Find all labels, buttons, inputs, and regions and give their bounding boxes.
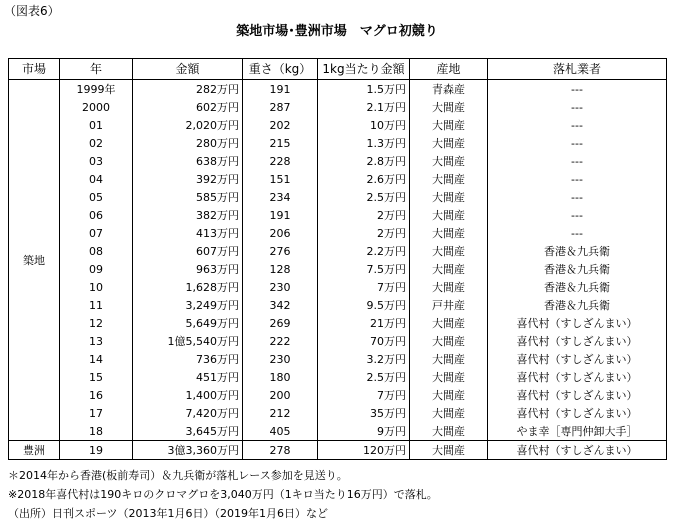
bidder-cell: 香港＆九兵衛 (488, 260, 667, 278)
column-header-year: 年 (60, 59, 133, 80)
origin-cell: 大間産 (410, 314, 488, 332)
origin-cell: 大間産 (410, 98, 488, 116)
amount-cell: 282万円 (133, 80, 243, 99)
amount-cell: 1,400万円 (133, 386, 243, 404)
amount-cell: 1,628万円 (133, 278, 243, 296)
weight-cell: 222 (243, 332, 318, 350)
column-header-per-kg: 1kg当たり金額 (318, 59, 410, 80)
amount-cell: 1億5,540万円 (133, 332, 243, 350)
weight-cell: 230 (243, 278, 318, 296)
origin-cell: 大間産 (410, 350, 488, 368)
weight-cell: 287 (243, 98, 318, 116)
per-kg-cell: 3.2万円 (318, 350, 410, 368)
per-kg-cell: 9万円 (318, 422, 410, 441)
table-row (9, 386, 667, 404)
amount-cell: 3,645万円 (133, 422, 243, 441)
year-cell: 2000 (60, 98, 133, 116)
weight-cell: 215 (243, 134, 318, 152)
amount-cell: 392万円 (133, 170, 243, 188)
page-title: 築地市場･豊洲市場 マグロ初競り (236, 24, 438, 39)
notes (8, 466, 438, 523)
origin-cell: 戸井産 (410, 296, 488, 314)
per-kg-cell: 9.5万円 (318, 296, 410, 314)
table-row (9, 224, 667, 242)
table-row (9, 80, 667, 99)
weight-cell: 342 (243, 296, 318, 314)
weight-cell: 128 (243, 260, 318, 278)
amount-cell: 3,249万円 (133, 296, 243, 314)
bidder-cell: 喜代村（すしざんまい） (488, 314, 667, 332)
year-cell: 03 (60, 152, 133, 170)
weight-cell: 206 (243, 224, 318, 242)
year-cell: 09 (60, 260, 133, 278)
table-row (9, 441, 667, 460)
bidder-cell: --- (488, 80, 667, 99)
bidder-cell: 喜代村（すしざんまい） (488, 404, 667, 422)
table-row (9, 296, 667, 314)
weight-cell: 269 (243, 314, 318, 332)
year-cell: 14 (60, 350, 133, 368)
per-kg-cell: 70万円 (318, 332, 410, 350)
per-kg-cell: 2.5万円 (318, 368, 410, 386)
year-cell: 04 (60, 170, 133, 188)
bidder-cell: --- (488, 170, 667, 188)
weight-cell: 228 (243, 152, 318, 170)
weight-cell: 151 (243, 170, 318, 188)
bidder-cell: --- (488, 116, 667, 134)
column-header-origin: 産地 (410, 59, 488, 80)
per-kg-cell: 2.1万円 (318, 98, 410, 116)
per-kg-cell: 2.6万円 (318, 170, 410, 188)
weight-cell: 405 (243, 422, 318, 441)
amount-cell: 638万円 (133, 152, 243, 170)
tuna-auction-table (8, 58, 667, 460)
per-kg-cell: 7.5万円 (318, 260, 410, 278)
column-header-market: 市場 (9, 59, 60, 80)
year-cell: 17 (60, 404, 133, 422)
per-kg-cell: 21万円 (318, 314, 410, 332)
table-row (9, 404, 667, 422)
bidder-cell: 喜代村（すしざんまい） (488, 441, 667, 460)
per-kg-cell: 2.5万円 (318, 188, 410, 206)
amount-cell: 602万円 (133, 98, 243, 116)
bidder-cell: --- (488, 152, 667, 170)
bidder-cell: --- (488, 134, 667, 152)
year-cell: 06 (60, 206, 133, 224)
figure-label: （図表6） (4, 4, 60, 18)
per-kg-cell: 2.8万円 (318, 152, 410, 170)
origin-cell: 大間産 (410, 224, 488, 242)
weight-cell: 200 (243, 386, 318, 404)
origin-cell: 青森産 (410, 80, 488, 99)
amount-cell: 7,420万円 (133, 404, 243, 422)
amount-cell: 736万円 (133, 350, 243, 368)
per-kg-cell: 1.5万円 (318, 80, 410, 99)
year-cell: 05 (60, 188, 133, 206)
origin-cell: 大間産 (410, 368, 488, 386)
table-row (9, 314, 667, 332)
column-header-weight: 重さ（kg） (243, 59, 318, 80)
year-cell: 02 (60, 134, 133, 152)
column-header-amount: 金額 (133, 59, 243, 80)
note-hongkong: ＊2014年から香港(板前寿司）＆九兵衛が落札レース参加を見送り。 (8, 469, 348, 482)
bidder-cell: 喜代村（すしざんまい） (488, 350, 667, 368)
per-kg-cell: 10万円 (318, 116, 410, 134)
bidder-cell: --- (488, 206, 667, 224)
year-cell: 08 (60, 242, 133, 260)
weight-cell: 234 (243, 188, 318, 206)
origin-cell: 大間産 (410, 188, 488, 206)
origin-cell: 大間産 (410, 134, 488, 152)
amount-cell: 413万円 (133, 224, 243, 242)
weight-cell: 202 (243, 116, 318, 134)
amount-cell: 2,020万円 (133, 116, 243, 134)
weight-cell: 230 (243, 350, 318, 368)
column-header-bidder: 落札業者 (488, 59, 667, 80)
note-kiyomura-2018: ※2018年喜代村は190キロのクロマグロを3,040万円（1キロ当たり16万円）で落札。 (8, 488, 438, 501)
origin-cell: 大間産 (410, 206, 488, 224)
year-cell: 19 (60, 441, 133, 460)
weight-cell: 278 (243, 441, 318, 460)
source-note: （出所）日刊スポーツ（2013年1月6日）（2019年1月6日）など (8, 507, 329, 520)
amount-cell: 963万円 (133, 260, 243, 278)
per-kg-cell: 7万円 (318, 278, 410, 296)
year-cell: 07 (60, 224, 133, 242)
per-kg-cell: 7万円 (318, 386, 410, 404)
amount-cell: 3億3,360万円 (133, 441, 243, 460)
origin-cell: 大間産 (410, 278, 488, 296)
table-row (9, 170, 667, 188)
table-row (9, 116, 667, 134)
origin-cell: 大間産 (410, 260, 488, 278)
table-row (9, 98, 667, 116)
table-row (9, 134, 667, 152)
bidder-cell: 喜代村（すしざんまい） (488, 368, 667, 386)
origin-cell: 大間産 (410, 152, 488, 170)
table-header-row (9, 59, 667, 80)
amount-cell: 585万円 (133, 188, 243, 206)
table-row (9, 278, 667, 296)
year-cell: 16 (60, 386, 133, 404)
amount-cell: 451万円 (133, 368, 243, 386)
origin-cell: 大間産 (410, 242, 488, 260)
amount-cell: 607万円 (133, 242, 243, 260)
year-cell: 1999年 (60, 80, 133, 99)
bidder-cell: やま幸［専門仲卸大手］ (488, 422, 667, 441)
origin-cell: 大間産 (410, 170, 488, 188)
weight-cell: 191 (243, 80, 318, 99)
per-kg-cell: 2.2万円 (318, 242, 410, 260)
bidder-cell: 香港＆九兵衛 (488, 278, 667, 296)
bidder-cell: 香港＆九兵衛 (488, 296, 667, 314)
bidder-cell: --- (488, 98, 667, 116)
bidder-cell: 喜代村（すしざんまい） (488, 332, 667, 350)
per-kg-cell: 1.3万円 (318, 134, 410, 152)
market-cell-toyosu: 豊洲 (9, 441, 60, 460)
table-row (9, 260, 667, 278)
year-cell: 15 (60, 368, 133, 386)
amount-cell: 280万円 (133, 134, 243, 152)
table-row (9, 350, 667, 368)
origin-cell: 大間産 (410, 386, 488, 404)
table-row (9, 206, 667, 224)
table-row (9, 422, 667, 441)
weight-cell: 180 (243, 368, 318, 386)
amount-cell: 382万円 (133, 206, 243, 224)
weight-cell: 191 (243, 206, 318, 224)
per-kg-cell: 120万円 (318, 441, 410, 460)
bidder-cell: 喜代村（すしざんまい） (488, 386, 667, 404)
amount-cell: 5,649万円 (133, 314, 243, 332)
year-cell: 13 (60, 332, 133, 350)
origin-cell: 大間産 (410, 422, 488, 441)
origin-cell: 大間産 (410, 332, 488, 350)
per-kg-cell: 35万円 (318, 404, 410, 422)
table-row (9, 332, 667, 350)
bidder-cell: 香港＆九兵衛 (488, 242, 667, 260)
year-cell: 18 (60, 422, 133, 441)
per-kg-cell: 2万円 (318, 206, 410, 224)
per-kg-cell: 2万円 (318, 224, 410, 242)
bidder-cell: --- (488, 188, 667, 206)
weight-cell: 212 (243, 404, 318, 422)
origin-cell: 大間産 (410, 116, 488, 134)
weight-cell: 276 (243, 242, 318, 260)
table-row (9, 368, 667, 386)
bidder-cell: --- (488, 224, 667, 242)
year-cell: 12 (60, 314, 133, 332)
table-row (9, 188, 667, 206)
year-cell: 10 (60, 278, 133, 296)
year-cell: 11 (60, 296, 133, 314)
market-cell-tsukiji: 築地 (9, 80, 60, 441)
year-cell: 01 (60, 116, 133, 134)
origin-cell: 大間産 (410, 404, 488, 422)
origin-cell: 大間産 (410, 441, 488, 460)
table-row (9, 152, 667, 170)
table-row (9, 242, 667, 260)
